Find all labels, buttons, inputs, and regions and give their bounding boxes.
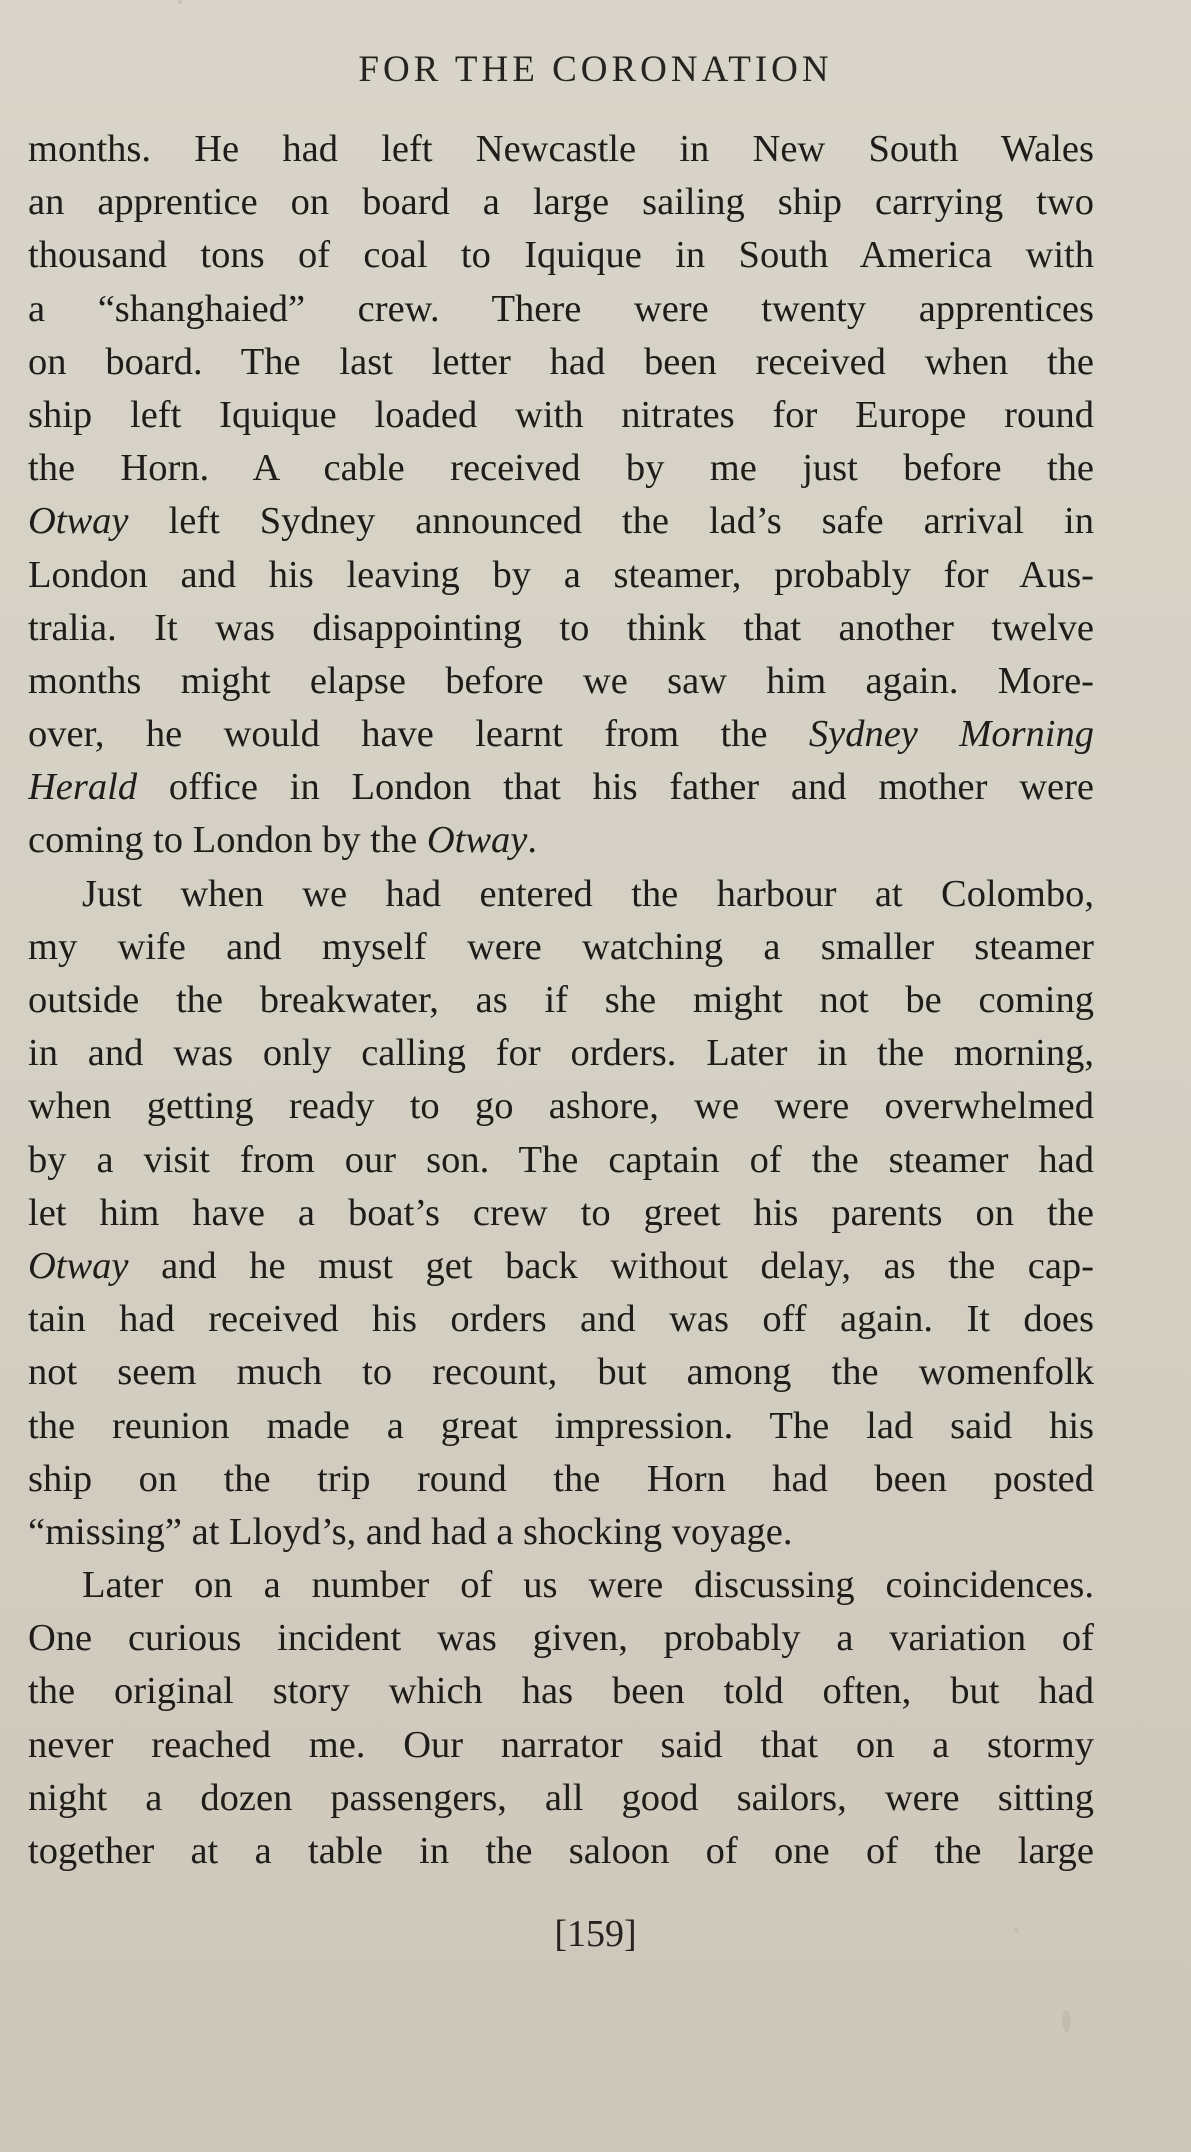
line-text: the Horn. A cable received by me just before the: [28, 447, 1094, 490]
text-line: [28, 549, 1094, 602]
line-text: .: [527, 819, 538, 862]
text-line: [28, 921, 1094, 974]
text-line: [28, 1559, 1094, 1612]
italic-text: Otway: [426, 819, 528, 862]
text-line: [28, 1187, 1094, 1240]
text-line: [28, 1293, 1094, 1346]
paper-speck: [178, 0, 182, 4]
line-text: a “shanghaied” crew. There were twenty apprentices: [28, 287, 1094, 330]
line-text: night a dozen passengers, all good sailors, were sitting: [28, 1776, 1094, 1819]
line-text: when getting ready to go ashore, we were overwhelmed: [28, 1085, 1094, 1128]
line-text: One curious incident was given, probably a variation of: [28, 1617, 1094, 1660]
line-text: tralia. It was disappointing to think that another twelve: [28, 606, 1094, 649]
text-line: [28, 1400, 1094, 1453]
text-line: [28, 1772, 1094, 1825]
text-line: [28, 442, 1094, 495]
text-line: [28, 1134, 1094, 1187]
text-line: [28, 868, 1094, 921]
line-text: on board. The last letter had been received when the: [28, 340, 1094, 383]
line-text: the original story which has been told often, but had: [28, 1670, 1094, 1713]
line-text: not seem much to recount, but among the womenfolk: [28, 1351, 1094, 1394]
text-line: [28, 1027, 1094, 1080]
text-line: [28, 283, 1094, 336]
text-line: [28, 495, 1094, 548]
line-text: ship left Iquique loaded with nitrates for Europe round: [28, 393, 1094, 436]
line-text: left Sydney announced the lad’s safe arrival in: [128, 500, 1094, 543]
line-text: months. He had left Newcastle in New South Wales: [28, 128, 1094, 170]
text-line: [28, 1240, 1094, 1293]
text-line: [28, 974, 1094, 1027]
line-text: months might elapse before we saw him again. More-: [28, 659, 1094, 702]
running-head: FOR THE CORONATION: [358, 49, 833, 90]
line-text: “missing” at Lloyd’s, and had a shocking voyage.: [28, 1510, 793, 1553]
body-text: [28, 123, 1094, 1878]
line-text: an apprentice on board a large sailing ship carrying two: [28, 181, 1094, 224]
line-text: coming to London by the: [28, 819, 427, 862]
line-text: outside the breakwater, as if she might not be coming: [28, 979, 1094, 1021]
line-text: Later on a number of us were discussing coincidences.: [82, 1564, 1094, 1607]
text-line: [28, 176, 1094, 229]
paper-speck: [1014, 1928, 1019, 1933]
text-line: [28, 1453, 1094, 1506]
paper-speck: [1062, 2010, 1071, 2032]
italic-text: Sydney Morning: [808, 713, 1094, 756]
text-line: [28, 123, 1094, 176]
line-text: and he must get back without delay, as the cap-: [128, 1244, 1094, 1287]
text-line: [28, 336, 1094, 389]
text-line: [28, 1825, 1094, 1878]
line-text: office in London that his father and mother were: [137, 766, 1094, 809]
text-line: [28, 655, 1094, 708]
text-line: [28, 602, 1094, 655]
line-text: in and was only calling for orders. Later in the morning,: [28, 1032, 1094, 1075]
text-line: [28, 1346, 1094, 1399]
text-line: [28, 1665, 1094, 1718]
italic-text: Otway: [28, 1244, 129, 1287]
line-text: by a visit from our son. The captain of the steamer had: [28, 1138, 1094, 1181]
line-text: over, he would have learnt from the: [28, 713, 809, 756]
italic-text: Herald: [28, 766, 138, 809]
text-line: [28, 1612, 1094, 1665]
line-text: tain had received his orders and was off again. It does: [28, 1298, 1094, 1341]
line-text: together at a table in the saloon of one of the large: [28, 1830, 1094, 1872]
line-text: my wife and myself were watching a smaller steamer: [28, 925, 1094, 968]
line-text: ship on the trip round the Horn had been posted: [28, 1457, 1094, 1500]
text-line: [28, 1080, 1094, 1133]
text-line: [28, 761, 1094, 814]
text-line: [28, 389, 1094, 442]
text-line: [28, 708, 1094, 761]
text-line: [28, 1719, 1094, 1772]
text-line: [28, 814, 1094, 867]
line-text: thousand tons of coal to Iquique in South America with: [28, 234, 1094, 277]
line-text: London and his leaving by a steamer, probably for Aus-: [28, 553, 1094, 596]
line-text: never reached me. Our narrator said that on a stormy: [28, 1723, 1094, 1766]
line-text: Just when we had entered the harbour at Colombo,: [82, 872, 1094, 915]
text-line: [28, 1506, 1094, 1559]
text-line: [28, 229, 1094, 282]
page-number: [159]: [554, 1913, 637, 1955]
line-text: the reunion made a great impression. The lad said his: [28, 1404, 1094, 1447]
italic-text: Otway: [28, 500, 129, 543]
line-text: let him have a boat’s crew to greet his parents on the: [28, 1191, 1094, 1234]
